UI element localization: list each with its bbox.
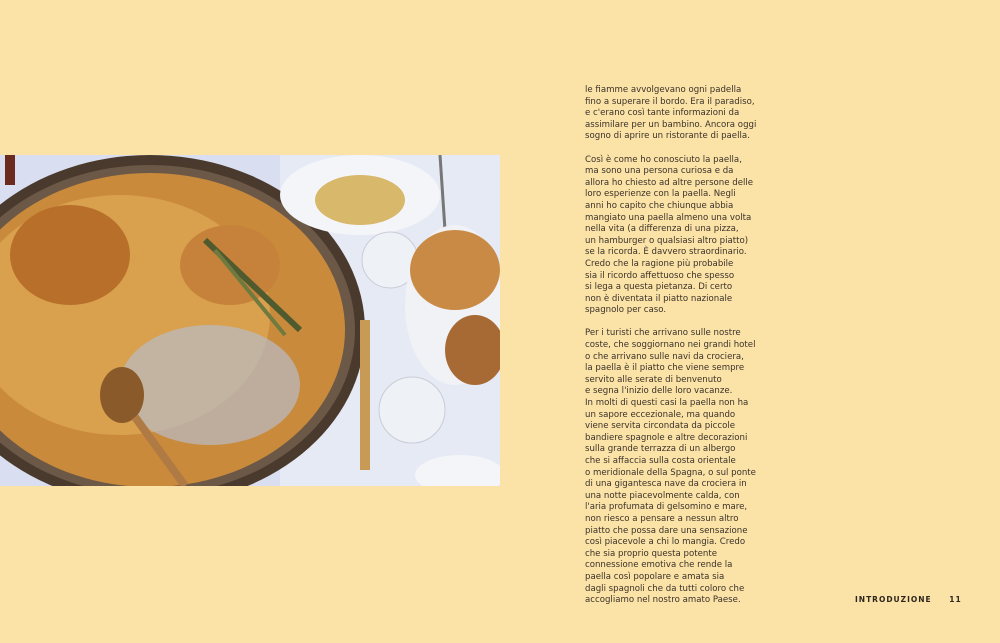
paella-photo: [0, 155, 500, 486]
section-title: INTRODUZIONE: [855, 595, 932, 604]
paella-photo-icon: [0, 155, 500, 486]
body-text-column: [585, 85, 765, 618]
page-number: 11: [949, 595, 962, 604]
paragraph-3: Per i turisti che arrivano sulle nostre coste, che soggiornano nei grandi hotel o che arrivano sulle navi da crociera, la paella è il piatto che viene sempre servito alle serate di benvenuto e segna l'inizio delle loro vacanze. In molti di questi casi la paella non ha un sapore eccezionale, ma quando viene servita circondata da piccole bandiere spagnole e altre decorazioni sulla grande terrazza di un albergo che si affaccia sulla costa orientale o meridionale della Spagna, o sul ponte di una gigantesca nave da crociera in una notte piacevolmente calda, con l'aria profumata di gelsomino e mare, non riesco a pensare a nessun altro piatto che possa dare una sensazione così piacevole a chi lo mangia. Credo che sia proprio questa potente connessione emotiva che rende la paella così popolare e amata sia dagli spagnoli che da tutti coloro che accogliamo nel nostro amato Paese.: [585, 328, 756, 606]
paragraph-2: Così è come ho conosciuto la paella, ma sono una persona curiosa e da allora ho chiesto ad altre persone delle loro esperienze con la paella. Negli anni ho capito che chiunque abbia mangiato una paella almeno una volta nella vita (a differenza di una pizza, un hamburger o qualsiasi altro piatto) se la ricorda. È davvero straordinario. Credo che la ragione più probabile sia il ricordo affettuoso che spesso si lega a questa pietanza. Di certo non è diventata il piatto nazionale spagnolo per caso.: [585, 154, 754, 316]
paragraph-1: le fiamme avvolgevano ogni padella fino a superare il bordo. Era il paradiso, e c'erano così tante informazioni da assimilare per un bambino. Ancora oggi sogno di aprire un ristorante di paella.: [585, 85, 757, 142]
page-footer: [855, 595, 962, 604]
